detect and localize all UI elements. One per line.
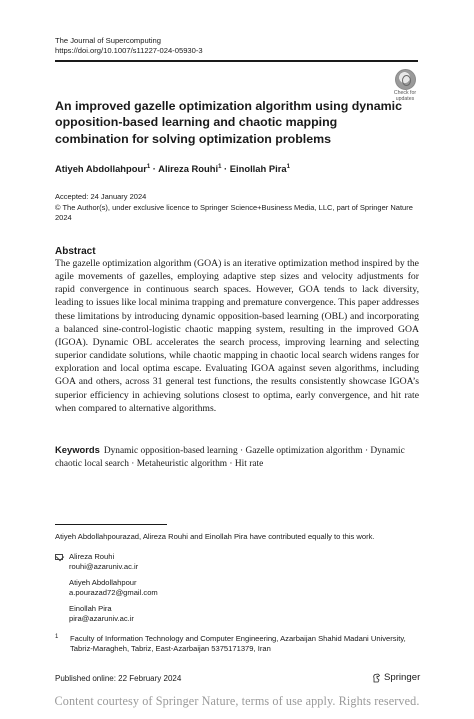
affiliation-text: Faculty of Information Technology and Computer Engineering, Azarbaijan Shahid Madani University, Tabriz-Maragheh, Tabriz, East-Azarbaijan 5375171379, Iran	[70, 634, 406, 653]
journal-name: The Journal of Supercomputing	[55, 36, 161, 45]
contact-entry	[69, 604, 134, 624]
publisher-name: Springer	[384, 672, 421, 683]
accepted-date: Accepted: 24 January 2024	[55, 192, 147, 201]
footnote-rule	[55, 524, 167, 525]
article-title: An improved gazelle optimization algorithm using dynamic opposition-based learning and chaotic mapping combination for solving optimization problems	[55, 99, 402, 146]
header-rule	[55, 60, 418, 62]
author-affil-ref: 1	[286, 164, 290, 170]
published-date: Published online: 22 February 2024	[55, 674, 182, 683]
contact-email[interactable]: pira@azaruniv.ac.ir	[69, 614, 134, 623]
author-separator: ·	[221, 163, 230, 174]
author-list	[55, 163, 290, 174]
publisher-logo[interactable]	[372, 672, 420, 683]
contact-name: Alireza Rouhi	[69, 552, 115, 561]
contact-email[interactable]: rouhi@azaruniv.ac.ir	[69, 562, 139, 571]
author-separator: ·	[150, 163, 159, 174]
abstract-heading: Abstract	[55, 246, 96, 257]
springer-horse-icon	[372, 673, 381, 683]
copyright-notice: © The Author(s), under exclusive licence to Springer Science+Business Media, LLC, part of Springer Nature 2024	[55, 202, 413, 222]
contact-name: Atiyeh Abdollahpour	[69, 578, 137, 587]
contact-email[interactable]: a.pourazad72@gmail.com	[69, 588, 158, 597]
author-name[interactable]: Atiyeh Abdollahpour	[55, 163, 147, 174]
check-updates-label: Check for updates	[393, 90, 417, 102]
author-name[interactable]: Einollah Pira	[229, 163, 287, 174]
contact-name: Einollah Pira	[69, 604, 112, 613]
watermark-text: Content courtesy of Springer Nature, terms of use apply. Rights reserved.	[54, 694, 420, 708]
contact-entry	[69, 552, 138, 572]
keywords-section	[55, 443, 419, 471]
author-affil-ref: 1	[146, 164, 151, 170]
contact-entry	[69, 578, 158, 598]
contribution-note: Atiyeh Abdollahpourazad, Alireza Rouhi and Einollah Pira have contributed equally to this work.	[55, 532, 375, 541]
abstract-text: The gazelle optimization algorithm (GOA) is an iterative optimization method inspired by the agile movements of gazelles, employing adaptive step sizes and velocity adjustments for rapid convergence in continuous search spaces. However, GOA tends to lack diversity, leading to issues like local minima trapping and premature convergence. This paper addresses these limitations by introducing dynamic opposition-based learning (OBL) and incorporating a balanced sine-control-logistic chaotic mapping system, resulting in the improved GOA (IGOA). Dynamic OBL accelerates the search process, improving learning and selecting superior candidate solutions, while chaotic mapping in chaotic local search widens ranges for exploration and local optima escape. Evaluating IGOA against seven algorithms, including GOA and others, across 31 general test functions, the results consistently showcase IGOA’s superior efficiency in achieving solutions closest to optima, early convergence, and hit rate when compared to alternative algorithms.	[55, 258, 419, 414]
journal-header	[55, 36, 203, 55]
check-updates-icon	[395, 69, 416, 90]
author-affil-ref: 1	[218, 164, 222, 170]
affiliation-number: 1	[55, 634, 59, 640]
keywords-text: Dynamic opposition-based learning · Gazelle optimization algorithm · Dynamic chaotic local search · Metaheuristic algorithm · Hit rate	[55, 446, 405, 469]
author-name[interactable]: Alireza Rouhi	[158, 163, 219, 174]
keywords-label: Keywords	[55, 444, 100, 455]
mail-icon	[55, 554, 63, 560]
doi-link[interactable]: https://doi.org/10.1007/s11227-024-05930-3	[55, 45, 203, 55]
article-dates	[55, 192, 425, 224]
